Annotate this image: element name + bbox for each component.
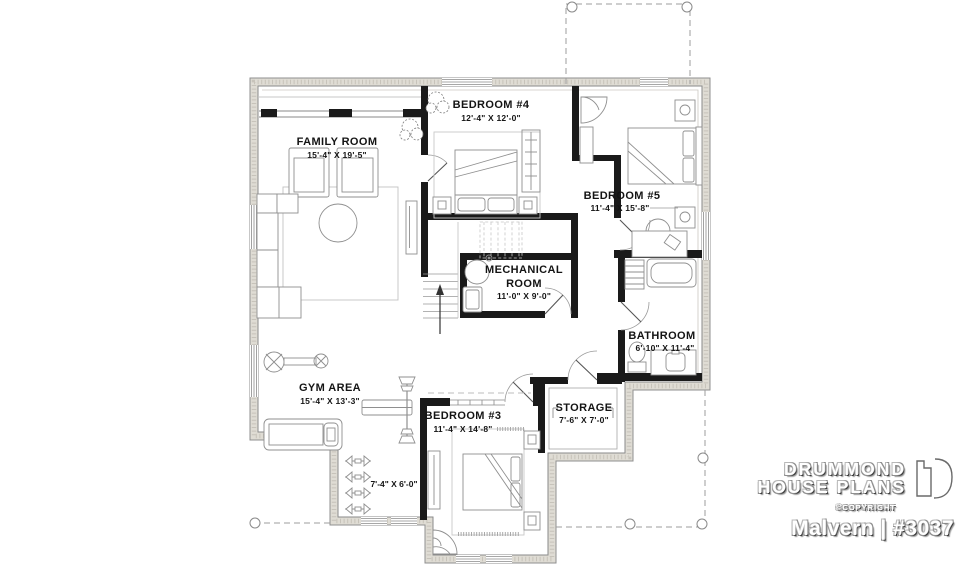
brand-name-line2: HOUSE PLANS [757,477,906,497]
svg-text:GYM AREA: GYM AREA [298,382,362,394]
svg-text:7'-4" X 6'-0": 7'-4" X 6'-0" [370,479,418,489]
svg-text:11'-4" X 15'-8": 11'-4" X 15'-8" [590,203,650,213]
bathroom-label [628,330,695,353]
alcove-dims-label [370,479,417,489]
furnace [463,287,482,312]
window [442,78,492,86]
storage-label [556,402,613,425]
window [391,517,417,525]
bathtub [647,259,696,287]
bed [463,454,522,510]
treadmill [264,419,342,450]
bed [455,150,517,214]
window [250,345,258,397]
svg-text:11'-4" X 14'-8": 11'-4" X 14'-8" [433,424,493,434]
plan-name-text: Malvern | #3037 [791,517,954,540]
svg-text:11'-0" X 9'-0": 11'-0" X 9'-0" [496,291,552,301]
svg-text:15'-4" X 13'-3": 15'-4" X 13'-3" [300,396,360,406]
branding-block [758,454,954,541]
nightstand [524,512,540,530]
vanity-sink [651,350,696,375]
svg-text:BATHROOM: BATHROOM [628,330,696,342]
window [640,78,668,86]
svg-text:BEDROOM #4: BEDROOM #4 [452,99,530,111]
svg-text:BEDROOM #3: BEDROOM #3 [424,410,502,422]
window [456,555,480,563]
window [361,517,387,525]
svg-text:12'-4" X 12'-0": 12'-4" X 12'-0" [461,113,521,123]
svg-text:6'-10" X 11'-4": 6'-10" X 11'-4" [635,343,695,353]
svg-text:STORAGE: STORAGE [555,402,613,414]
svg-text:15'-4" X 19'-5": 15'-4" X 19'-5" [307,150,367,160]
svg-text:BEDROOM #5: BEDROOM #5 [583,190,661,202]
brand-name-line1: DRUMMOND [784,458,906,479]
dresser [580,127,593,163]
drummond-logo-icon [912,454,954,502]
window [702,212,710,260]
dresser [428,451,440,509]
svg-text:7'-6" X 7'-0": 7'-6" X 7'-0" [559,415,609,425]
svg-text:ROOM: ROOM [506,278,542,290]
bed [628,127,702,185]
copyright-text: ©COPYRIGHT [835,503,896,512]
nightstand [524,431,540,449]
nightstand [433,197,451,214]
tv-cabinet [406,201,417,254]
nightstand [519,197,537,214]
nightstand [675,207,695,228]
svg-text:FAMILY ROOM: FAMILY ROOM [296,136,378,148]
svg-text:MECHANICAL: MECHANICAL [485,264,563,276]
nightstand [675,100,695,121]
window [486,555,512,563]
